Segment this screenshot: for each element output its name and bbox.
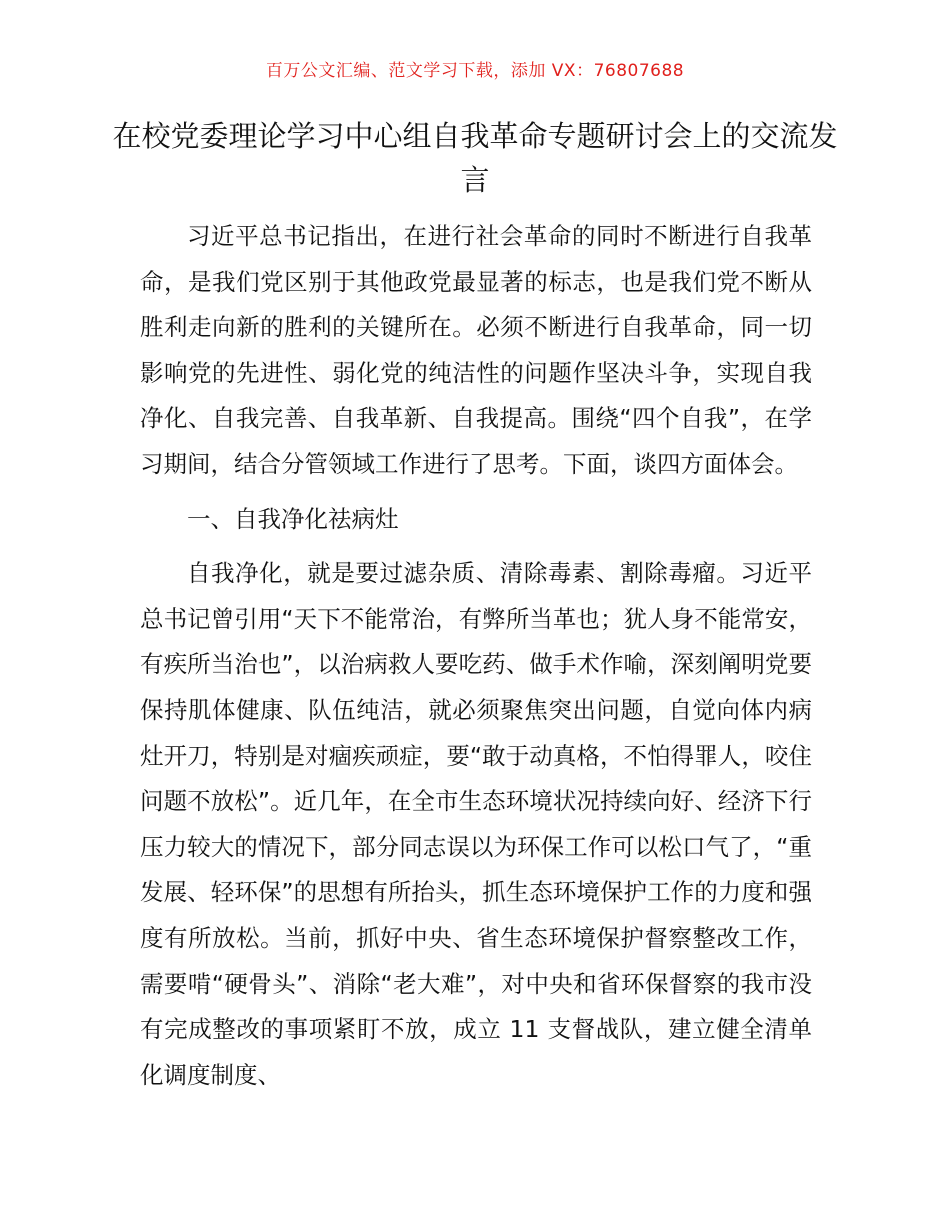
section-heading-1: 一、自我净化祛病灶 [187, 504, 399, 533]
watermark-header: 百万公文汇编、范文学习下载，添加 VX：76807688 [265, 61, 685, 81]
document-body [140, 214, 812, 1098]
intro-paragraph: 习近平总书记指出，在进行社会革命的同时不断进行自我革命，是我们党区别于其他政党最显著的标志，也是我们党不断从胜利走向新的胜利的关键所在。必须不断进行自我革命，同一切影响党的先进性、弱化党的纯洁性的问题作坚决斗争，实现自我净化、自我完善、自我革新、自我提高。围绕“四个自我”，在学习期间，结合分管领域工作进行了思考。下面，谈四方面体会。 [140, 222, 812, 478]
section-1-paragraph: 自我净化，就是要过滤杂质、清除毒素、割除毒瘤。习近平总书记曾引用“天下不能常治，有弊所当革也；犹人身不能常安，有疾所当治也”，以治病救人要吃药、做手术作喻，深刻阐明党要保持肌体健康、队伍纯洁，就必须聚焦突出问题，自觉向体内病灶开刀，特别是对痼疾顽症，要“敢于动真格，不怕得罪人，咬住问题不放松”。近几年，在全市生态环境状况持续向好、经济下行压力较大的情况下，部分同志误以为环保工作可以松口气了，“重发展、轻环保”的思想有所抬头，抓生态环境保护工作的力度和强度有所放松。当前，抓好中央、省生态环境保护督察整改工作，需要啃“硬骨头”、消除“老大难”，对中央和省环保督察的我市没有完成整改的事项紧盯不放，成立 11 支督战队，建立健全清单化调度制度、 [140, 559, 812, 1089]
document-title: 在校党委理论学习中心组自我革命专题研讨会上的交流发言 [112, 119, 838, 197]
